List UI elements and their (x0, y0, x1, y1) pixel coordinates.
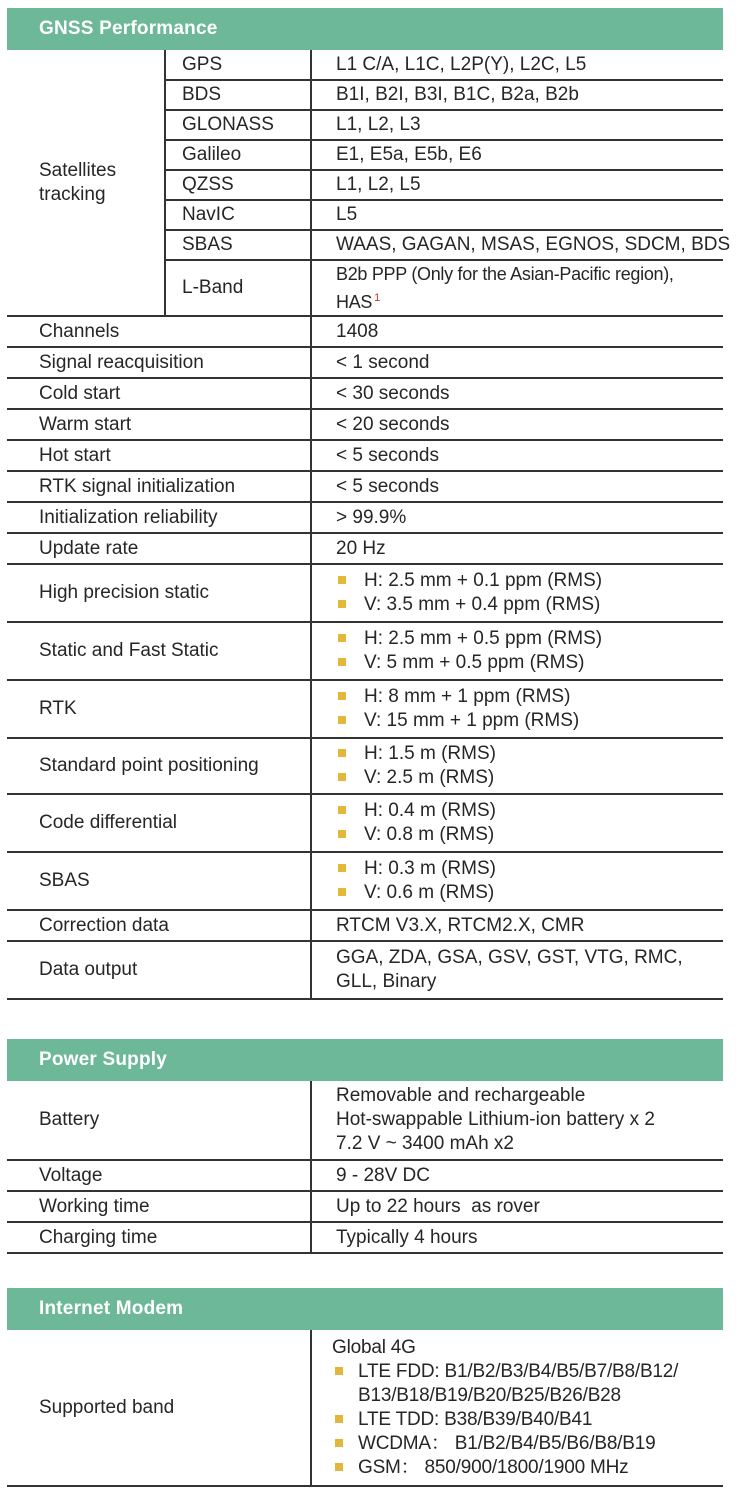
satellites-tracking-label: Satellites tracking (7, 50, 165, 316)
system-name: L-Band (165, 260, 311, 316)
table-row: Correction data RTCM V3.X, RTCM2.X, CMR (7, 910, 723, 941)
table-row: Initialization reliability > 99.9% (7, 502, 723, 533)
table-row: Standard point positioning H: 1.5 m (RMS) V: 2.5 m (RMS) (7, 738, 723, 794)
bullet-item: H: 1.5 m (RMS) (336, 742, 723, 766)
table-row: Charging time Typically 4 hours (7, 1222, 723, 1253)
system-name: NavIC (165, 200, 311, 230)
bullet-item: H: 8 mm + 1 ppm (RMS) (336, 685, 723, 709)
bullet-item: WCDMA： B1/B2/B4/B5/B6/B8/B19 (332, 1432, 723, 1456)
gnss-performance-section (7, 8, 731, 1000)
bullet-item: GSM： 850/900/1800/1900 MHz (332, 1456, 723, 1480)
power-spec-table (7, 1081, 723, 1254)
bullet-item: V: 3.5 mm + 0.4 ppm (RMS) (336, 593, 723, 617)
table-row: Hot start < 5 seconds (7, 440, 723, 471)
bullet-item: V: 15 mm + 1 ppm (RMS) (336, 709, 723, 733)
power-supply-header: Power Supply (7, 1039, 723, 1081)
bullet-item: H: 2.5 mm + 0.1 ppm (RMS) (336, 569, 723, 593)
system-name: QZSS (165, 170, 311, 200)
table-row: Battery Removable and rechargeable Hot-swappable Lithium-ion battery x 2 7.2 V ~ 3400 mAh x2 (7, 1081, 723, 1160)
system-value: B1I, B2I, B3I, B1C, B2a, B2b (311, 80, 723, 110)
table-row: RTK signal initialization < 5 seconds (7, 471, 723, 502)
internet-modem-header: Internet Modem (7, 1288, 723, 1330)
bullet-item: V: 5 mm + 0.5 ppm (RMS) (336, 651, 723, 675)
table-row: Static and Fast Static H: 2.5 mm + 0.5 ppm (RMS) V: 5 mm + 0.5 ppm (RMS) (7, 622, 723, 680)
gnss-spec-table (7, 50, 731, 1000)
table-row: RTK H: 8 mm + 1 ppm (RMS) V: 15 mm + 1 ppm (RMS) (7, 680, 723, 738)
table-row: Channels 1408 (7, 316, 723, 347)
system-value: L1, L2, L3 (311, 110, 723, 140)
modem-spec-table (7, 1330, 723, 1487)
system-name: SBAS (165, 230, 311, 260)
table-row (7, 50, 723, 80)
table-row: Cold start < 30 seconds (7, 378, 723, 409)
system-name: GLONASS (165, 110, 311, 140)
bullet-item: V: 0.8 m (RMS) (336, 823, 723, 847)
system-value: E1, E5a, E5b, E6 (311, 140, 723, 170)
system-name: Galileo (165, 140, 311, 170)
power-supply-section (7, 1039, 723, 1254)
bullet-item: LTE TDD: B38/B39/B40/B41 (332, 1408, 723, 1432)
bullet-item: V: 0.6 m (RMS) (336, 881, 723, 905)
system-value: L5 (311, 200, 723, 230)
table-row: High precision static H: 2.5 mm + 0.1 ppm (RMS) V: 3.5 mm + 0.4 ppm (RMS) (7, 564, 723, 622)
table-row: Voltage 9 - 28V DC (7, 1160, 723, 1191)
footnote-marker: 1 (374, 292, 380, 304)
system-value: WAAS, GAGAN, MSAS, EGNOS, SDCM, BDS (311, 230, 723, 260)
bullet-item: H: 2.5 mm + 0.5 ppm (RMS) (336, 627, 723, 651)
system-value: B2b PPP (Only for the Asian-Pacific region), HAS $^1$ (311, 260, 723, 316)
gnss-performance-header: GNSS Performance (7, 8, 723, 50)
table-row: Signal reacquisition < 1 second (7, 347, 723, 378)
system-name: BDS (165, 80, 311, 110)
table-row: Warm start < 20 seconds (7, 409, 723, 440)
system-name: GPS (165, 50, 311, 80)
system-value: L1 C/A, L1C, L2P(Y), L2C, L5 (311, 50, 723, 80)
bullet-item: V: 2.5 m (RMS) (336, 766, 723, 790)
table-row: Update rate 20 Hz (7, 533, 723, 564)
table-row: Working time Up to 22 hours as rover (7, 1191, 723, 1222)
bullet-item: LTE FDD: B1/B2/B3/B4/B5/B7/B8/B12/ B13/B18/B19/B20/B25/B26/B28 (332, 1360, 723, 1408)
table-row: Data output GGA, ZDA, GSA, GSV, GST, VTG, RMC, GLL, Binary (7, 941, 723, 999)
table-row: Supported band Global 4G LTE FDD: B1/B2/B3/B4/B5/B7/B8/B12/ B13/B18/B19/B20/B25/B26/B28 LTE TDD: B38/B39/B40/B41 WCDMA： B1/B2/B4/B5/B6/B8/B19 GSM： 850/900/1800/1900 MHz (7, 1330, 723, 1486)
internet-modem-section (7, 1288, 723, 1487)
bullet-item: H: 0.4 m (RMS) (336, 799, 723, 823)
bullet-item: H: 0.3 m (RMS) (336, 857, 723, 881)
table-row: Code differential H: 0.4 m (RMS) V: 0.8 m (RMS) (7, 794, 723, 852)
system-value: L1, L2, L5 (311, 170, 723, 200)
table-row: SBAS H: 0.3 m (RMS) V: 0.6 m (RMS) (7, 852, 723, 910)
